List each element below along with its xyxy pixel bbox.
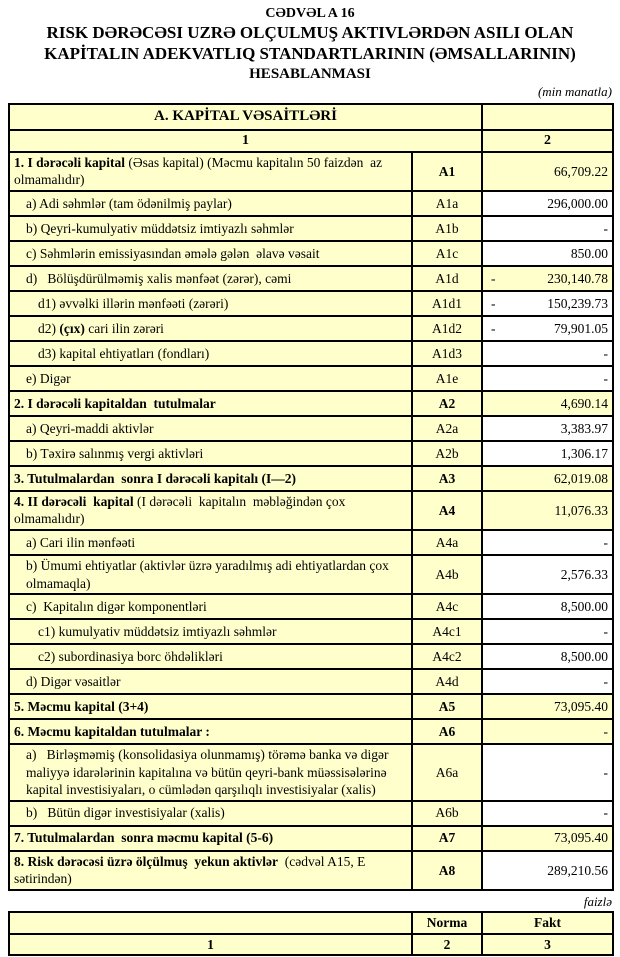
row-label-cell: 8. Risk dərəcəsi üzrə ölçülmuş yekun aktivlər (cədvəl A15, E sətirindən) — [9, 851, 412, 890]
row-value-cell — [482, 719, 613, 744]
row-value-text: 230,140.78 — [547, 270, 608, 286]
bottom-col2-number-cell: 2 — [412, 934, 482, 956]
row-code-cell: A1c — [412, 241, 482, 266]
row-value-text: 73,095.40 — [554, 698, 608, 714]
row-value-text: 4,690.14 — [560, 395, 608, 411]
row-code-cell: A4c — [412, 594, 482, 619]
row-value-text: 850.00 — [570, 245, 608, 261]
row-code-cell: A4 — [412, 491, 482, 530]
row-label-cell: c1) kumulyativ müddətsiz imtiyazlı səhmlər — [9, 619, 412, 644]
table-row — [9, 391, 613, 416]
row-value-text: - — [603, 220, 608, 236]
row-label-cell: a) Adi səhmlər (tam ödənilmiş paylar) — [9, 191, 412, 216]
row-code-cell: A1e — [412, 366, 482, 391]
row-code-cell: A2a — [412, 416, 482, 441]
page-title-line1: CƏDVƏL A 16 — [265, 6, 355, 21]
row-code-cell: A6a — [412, 744, 482, 801]
table-row — [9, 826, 613, 851]
table-row — [9, 466, 613, 491]
row-value-cell — [482, 851, 613, 890]
row-code-cell: A8 — [412, 851, 482, 890]
row-code-cell: A4d — [412, 669, 482, 694]
row-value-text: - — [603, 370, 608, 386]
row-label-cell: 2. I dərəcəli kapitaldan tutulmalar — [9, 391, 412, 416]
row-label-cell: d) Digər vəsaitlər — [9, 669, 412, 694]
row-label-cell: a) Cari ilin mənfəəti — [9, 530, 412, 555]
unit-note: (min manatla) — [537, 84, 612, 100]
row-label-cell: d2) (çıx) cari ilin zərəri — [9, 316, 412, 341]
norma-fakt-empty-cell — [9, 912, 412, 934]
row-label-cell: d3) kapital ehtiyatları (fondları) — [9, 341, 412, 366]
row-value-cell — [482, 216, 613, 241]
row-label-cell: 5. Məcmu kapital (3+4) — [9, 694, 412, 719]
page-title-line2: RISK DƏRƏCƏSI UZRƏ OLÇULMUŞ AKTIVLƏRDƏN ASILI OLAN — [46, 23, 574, 43]
row-code-cell: A1a — [412, 191, 482, 216]
table-row — [9, 555, 613, 594]
row-label-cell: d1) əvvəlki illərin mənfəəti (zərəri) — [9, 291, 412, 316]
row-label-cell: c) Səhmlərin emissiyasından əmələ gələn əlavə vəsait — [9, 241, 412, 266]
row-code-cell: A4c1 — [412, 619, 482, 644]
table-row — [9, 669, 613, 694]
row-code-cell: A5 — [412, 694, 482, 719]
percent-note: faizlə — [583, 893, 612, 909]
row-code-cell: A1b — [412, 216, 482, 241]
row-value-text: 79,901.05 — [554, 320, 608, 336]
table-row — [9, 441, 613, 466]
row-value-text: 8,500.00 — [560, 598, 608, 614]
row-code-cell: A4c2 — [412, 644, 482, 669]
row-code-cell: A1d3 — [412, 341, 482, 366]
row-label-cell: 7. Tutulmalardan sonra məcmu kapital (5-6) — [9, 826, 412, 851]
row-value-cell — [482, 416, 613, 441]
row-value-cell — [482, 826, 613, 851]
row-value-text: 8,500.00 — [560, 648, 608, 664]
capital-table-body — [9, 152, 613, 890]
col2-number-cell: 2 — [482, 130, 613, 152]
row-value-text: - — [603, 805, 608, 821]
row-value-cell — [482, 241, 613, 266]
row-code-cell: A2b — [412, 441, 482, 466]
row-value-text: 150,239.73 — [547, 295, 608, 311]
row-code-cell: A2 — [412, 391, 482, 416]
row-value-cell — [482, 491, 613, 530]
row-value-cell — [482, 466, 613, 491]
row-label-cell: a) Qeyri-maddi aktivlər — [9, 416, 412, 441]
table-row — [9, 416, 613, 441]
section-header-empty-cell — [482, 104, 613, 130]
col1-number-cell: 1 — [9, 130, 482, 152]
negative-sign: - — [491, 295, 496, 311]
page-title-line4: HESABLANMASI — [249, 65, 371, 82]
row-value-text: 3,383.97 — [560, 420, 608, 436]
row-label-cell: c) Kapitalın digər komponentləri — [9, 594, 412, 619]
row-label-cell: b) Ümumi ehtiyatlar (aktivlər üzrə yaradılmış adi ehtiyatlardan çox olmamaqla) — [9, 555, 412, 594]
row-value-text: 66,709.22 — [554, 163, 608, 179]
norma-fakt-table — [8, 911, 614, 956]
row-code-cell: A1d2 — [412, 316, 482, 341]
row-value-text: - — [603, 723, 608, 739]
table-row — [9, 801, 613, 826]
page-title-line3: KAPİTALIN ADEKVATLIQ STANDARTLARININ (ƏMSALLARININ) — [44, 44, 576, 64]
row-value-cell — [482, 191, 613, 216]
section-header-cell: A. KAPİTAL VƏSAİTLƏRİ — [9, 104, 482, 130]
row-value-cell — [482, 341, 613, 366]
row-value-cell — [482, 291, 613, 316]
row-value-cell — [482, 391, 613, 416]
row-value-text: - — [603, 764, 608, 780]
capital-table — [8, 103, 614, 891]
row-label-cell: e) Digər — [9, 366, 412, 391]
row-label-cell: 1. I dərəcəli kapital (Əsas kapital) (Məcmu kapitalın 50 faizdən az olmamalıdır) — [9, 152, 412, 191]
table-row — [9, 491, 613, 530]
row-value-cell — [482, 555, 613, 594]
row-label-cell: b) Qeyri-kumulyativ müddətsiz imtiyazlı səhmlər — [9, 216, 412, 241]
row-label-cell: b) Bütün digər investisiyalar (xalis) — [9, 801, 412, 826]
row-value-cell — [482, 669, 613, 694]
table-row — [9, 851, 613, 890]
row-value-cell — [482, 744, 613, 801]
table-row — [9, 216, 613, 241]
table-row — [9, 744, 613, 801]
section-header-row — [9, 104, 613, 130]
negative-sign: - — [491, 270, 496, 286]
bottom-col1-number-cell: 1 — [9, 934, 412, 956]
table-row — [9, 291, 613, 316]
row-code-cell: A4a — [412, 530, 482, 555]
row-label-cell: 6. Məcmu kapitaldan tutulmalar : — [9, 719, 412, 744]
row-value-cell — [482, 316, 613, 341]
table-row — [9, 594, 613, 619]
table-row — [9, 152, 613, 191]
row-value-text: 2,576.33 — [560, 566, 608, 582]
row-value-cell — [482, 594, 613, 619]
row-code-cell: A6 — [412, 719, 482, 744]
bottom-col3-number-cell: 3 — [482, 934, 613, 956]
row-label-cell: d) Bölüşdürülməmiş xalis mənfəət (zərər), cəmi — [9, 266, 412, 291]
row-value-text: 289,210.56 — [547, 862, 608, 878]
row-value-text: 296,000.00 — [547, 195, 608, 211]
norma-header-cell: Norma — [412, 912, 482, 934]
negative-sign: - — [491, 320, 496, 336]
row-value-text: - — [603, 534, 608, 550]
table-row — [9, 191, 613, 216]
row-code-cell: A6b — [412, 801, 482, 826]
table-row — [9, 719, 613, 744]
table-row — [9, 316, 613, 341]
table-row — [9, 530, 613, 555]
row-value-cell — [482, 801, 613, 826]
table-row — [9, 366, 613, 391]
row-value-cell — [482, 441, 613, 466]
row-code-cell: A1d — [412, 266, 482, 291]
row-value-text: - — [603, 623, 608, 639]
row-value-cell — [482, 530, 613, 555]
norma-fakt-header-row — [9, 912, 613, 934]
row-label-cell: 3. Tutulmalardan sonra I dərəcəli kapitalı (I—2) — [9, 466, 412, 491]
row-label-cell: 4. II dərəcəli kapital (I dərəcəli kapitalın məbləğindən çox olmamalıdır) — [9, 491, 412, 530]
row-label-cell: a) Birləşməmiş (konsolidasiya olunmamış) törəmə banka və digər maliyyə idarələrinin kapitalına və bütün qeyri-bank müəssisələrinə kapital investisiyaları, o cümlədən qarşılıqlı investisiyalar (xalis) — [9, 744, 412, 801]
row-value-text: 1,306.17 — [560, 445, 608, 461]
table-row — [9, 694, 613, 719]
row-value-text: 73,095.40 — [554, 830, 608, 846]
table-row — [9, 619, 613, 644]
row-code-cell: A7 — [412, 826, 482, 851]
row-value-cell — [482, 266, 613, 291]
row-label-cell: c2) subordinasiya borc öhdəlikləri — [9, 644, 412, 669]
row-value-cell — [482, 694, 613, 719]
norma-fakt-number-row — [9, 934, 613, 956]
row-value-text: - — [603, 345, 608, 361]
row-value-cell — [482, 644, 613, 669]
row-code-cell: A1d1 — [412, 291, 482, 316]
page-title — [8, 6, 612, 83]
table-row — [9, 266, 613, 291]
row-value-text: - — [603, 673, 608, 689]
row-value-text: 62,019.08 — [554, 470, 608, 486]
row-label-cell: b) Təxirə salınmış vergi aktivləri — [9, 441, 412, 466]
table-row — [9, 644, 613, 669]
column-number-row — [9, 130, 613, 152]
table-row — [9, 241, 613, 266]
row-code-cell: A1 — [412, 152, 482, 191]
row-value-text: 11,076.33 — [554, 502, 608, 518]
row-code-cell: A4b — [412, 555, 482, 594]
row-value-cell — [482, 366, 613, 391]
row-value-cell — [482, 152, 613, 191]
row-code-cell: A3 — [412, 466, 482, 491]
fakt-header-cell: Fakt — [482, 912, 613, 934]
row-value-cell — [482, 619, 613, 644]
table-row — [9, 341, 613, 366]
